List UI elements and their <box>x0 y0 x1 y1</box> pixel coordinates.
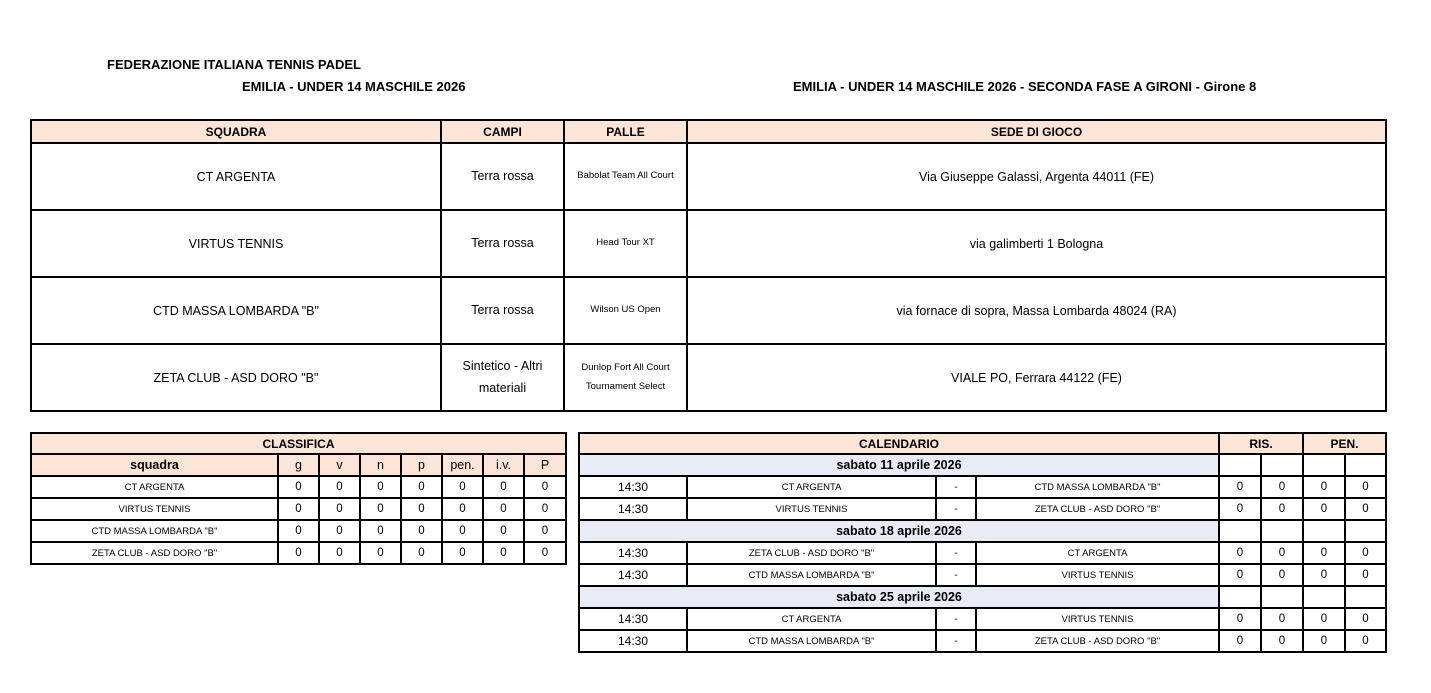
penalty-cell: 0 <box>1345 564 1386 586</box>
stat-cell: 0 <box>442 498 483 520</box>
stat-cell: 0 <box>319 520 360 542</box>
match-date: sabato 18 aprile 2026 <box>579 520 1219 542</box>
schedule-table <box>578 432 1387 653</box>
vs-separator: - <box>936 564 976 586</box>
date-row <box>579 586 1386 608</box>
away-team-cell: CTD MASSA LOMBARDA "B" <box>976 476 1219 498</box>
vs-separator: - <box>936 498 976 520</box>
standings-title-row <box>31 433 566 454</box>
match-time: 14:30 <box>579 542 687 564</box>
schedule-header-row <box>579 433 1386 454</box>
home-team-cell: ZETA CLUB - ASD DORO "B" <box>687 542 936 564</box>
stat-cell: 0 <box>401 542 442 564</box>
away-team-cell: VIRTUS TENNIS <box>976 564 1219 586</box>
penalty-cell: 0 <box>1345 608 1386 630</box>
standings-row <box>31 520 566 542</box>
result-cell: 0 <box>1261 498 1303 520</box>
match-date: sabato 25 aprile 2026 <box>579 586 1219 608</box>
penalty-cell: 0 <box>1303 542 1345 564</box>
teams-header-row <box>31 120 1386 143</box>
col-header-ris: RIS. <box>1219 433 1303 454</box>
vs-separator: - <box>936 542 976 564</box>
empty-score-cell <box>1219 520 1261 542</box>
table-row <box>31 210 1386 277</box>
table-row <box>31 277 1386 344</box>
penalty-cell: 0 <box>1345 498 1386 520</box>
empty-score-cell <box>1261 520 1303 542</box>
match-row <box>579 608 1386 630</box>
match-time: 14:30 <box>579 630 687 652</box>
col-header-g: g <box>278 454 319 476</box>
penalty-cell: 0 <box>1303 564 1345 586</box>
col-header-iv: i.v. <box>483 454 524 476</box>
standings-title: CLASSIFICA <box>31 433 566 454</box>
result-cell: 0 <box>1219 564 1261 586</box>
result-cell: 0 <box>1261 630 1303 652</box>
stat-cell: 0 <box>360 542 401 564</box>
court-type-cell: Terra rossa <box>441 210 564 277</box>
match-time: 14:30 <box>579 564 687 586</box>
standings-row <box>31 498 566 520</box>
empty-score-cell <box>1345 454 1386 476</box>
team-name-cell: CTD MASSA LOMBARDA "B" <box>31 520 278 542</box>
court-type-cell: Terra rossa <box>441 277 564 344</box>
result-cell: 0 <box>1219 608 1261 630</box>
home-team-cell: VIRTUS TENNIS <box>687 498 936 520</box>
team-name-cell: CTD MASSA LOMBARDA "B" <box>31 277 441 344</box>
vs-separator: - <box>936 476 976 498</box>
standings-table <box>30 432 567 565</box>
venue-cell: Via Giuseppe Galassi, Argenta 44011 (FE) <box>687 143 1386 210</box>
standings-row <box>31 542 566 564</box>
col-header-points: P <box>524 454 566 476</box>
stat-cell: 0 <box>483 498 524 520</box>
away-team-cell: VIRTUS TENNIS <box>976 608 1219 630</box>
stat-cell: 0 <box>401 520 442 542</box>
standings-header-row <box>31 454 566 476</box>
result-cell: 0 <box>1219 630 1261 652</box>
home-team-cell: CTD MASSA LOMBARDA "B" <box>687 564 936 586</box>
match-row <box>579 542 1386 564</box>
penalty-cell: 0 <box>1303 476 1345 498</box>
col-header-squadra: SQUADRA <box>31 120 441 143</box>
penalty-cell: 0 <box>1303 630 1345 652</box>
match-date: sabato 11 aprile 2026 <box>579 454 1219 476</box>
result-cell: 0 <box>1261 476 1303 498</box>
away-team-cell: CT ARGENTA <box>976 542 1219 564</box>
team-name-cell: ZETA CLUB - ASD DORO "B" <box>31 542 278 564</box>
empty-score-cell <box>1261 586 1303 608</box>
home-team-cell: CT ARGENTA <box>687 608 936 630</box>
match-time: 14:30 <box>579 608 687 630</box>
penalty-cell: 0 <box>1345 476 1386 498</box>
stat-cell: 0 <box>278 520 319 542</box>
points-cell: 0 <box>524 476 566 498</box>
result-cell: 0 <box>1261 542 1303 564</box>
result-cell: 0 <box>1219 498 1261 520</box>
empty-score-cell <box>1303 454 1345 476</box>
home-team-cell: CT ARGENTA <box>687 476 936 498</box>
col-header-palle: PALLE <box>564 120 687 143</box>
points-cell: 0 <box>524 498 566 520</box>
court-type-cell: Sintetico - Altri materiali <box>441 344 564 411</box>
match-row <box>579 476 1386 498</box>
match-row <box>579 498 1386 520</box>
federation-title: FEDERAZIONE ITALIANA TENNIS PADEL <box>107 57 361 72</box>
stat-cell: 0 <box>360 498 401 520</box>
vs-separator: - <box>936 630 976 652</box>
match-row <box>579 630 1386 652</box>
result-cell: 0 <box>1261 608 1303 630</box>
venue-cell: via galimberti 1 Bologna <box>687 210 1386 277</box>
balls-cell: Wilson US Open <box>564 277 687 344</box>
col-header-v: v <box>319 454 360 476</box>
team-name-cell: ZETA CLUB - ASD DORO "B" <box>31 344 441 411</box>
match-time: 14:30 <box>579 498 687 520</box>
empty-score-cell <box>1219 586 1261 608</box>
result-cell: 0 <box>1219 542 1261 564</box>
table-row <box>31 143 1386 210</box>
penalty-cell: 0 <box>1345 542 1386 564</box>
points-cell: 0 <box>524 520 566 542</box>
stat-cell: 0 <box>401 476 442 498</box>
vs-separator: - <box>936 608 976 630</box>
match-time: 14:30 <box>579 476 687 498</box>
empty-score-cell <box>1345 586 1386 608</box>
col-header-sede: SEDE DI GIOCO <box>687 120 1386 143</box>
col-header-n: n <box>360 454 401 476</box>
group-phase-title: EMILIA - UNDER 14 MASCHILE 2026 - SECONDA FASE A GIRONI - Girone 8 <box>793 79 1257 94</box>
stat-cell: 0 <box>483 520 524 542</box>
stat-cell: 0 <box>442 542 483 564</box>
points-cell: 0 <box>524 542 566 564</box>
home-team-cell: CTD MASSA LOMBARDA "B" <box>687 630 936 652</box>
table-row <box>31 344 1386 411</box>
col-header-pen: PEN. <box>1303 433 1386 454</box>
stat-cell: 0 <box>319 498 360 520</box>
balls-cell: Head Tour XT <box>564 210 687 277</box>
penalty-cell: 0 <box>1303 608 1345 630</box>
stat-cell: 0 <box>483 542 524 564</box>
empty-score-cell <box>1219 454 1261 476</box>
balls-cell: Dunlop Fort All Court Tournament Select <box>564 344 687 411</box>
standings-row <box>31 476 566 498</box>
stat-cell: 0 <box>442 476 483 498</box>
col-header-squadra: squadra <box>31 454 278 476</box>
penalty-cell: 0 <box>1345 630 1386 652</box>
empty-score-cell <box>1303 520 1345 542</box>
venue-cell: via fornace di sopra, Massa Lombarda 48024 (RA) <box>687 277 1386 344</box>
result-cell: 0 <box>1219 476 1261 498</box>
penalty-cell: 0 <box>1303 498 1345 520</box>
stat-cell: 0 <box>442 520 483 542</box>
team-name-cell: VIRTUS TENNIS <box>31 498 278 520</box>
team-name-cell: CT ARGENTA <box>31 476 278 498</box>
stat-cell: 0 <box>319 542 360 564</box>
team-name-cell: CT ARGENTA <box>31 143 441 210</box>
stat-cell: 0 <box>278 498 319 520</box>
schedule-title: CALENDARIO <box>579 433 1219 454</box>
stat-cell: 0 <box>360 476 401 498</box>
col-header-campi: CAMPI <box>441 120 564 143</box>
team-name-cell: VIRTUS TENNIS <box>31 210 441 277</box>
date-row <box>579 520 1386 542</box>
empty-score-cell <box>1261 454 1303 476</box>
result-cell: 0 <box>1261 564 1303 586</box>
competition-title: EMILIA - UNDER 14 MASCHILE 2026 <box>242 79 466 94</box>
stat-cell: 0 <box>319 476 360 498</box>
venue-cell: VIALE PO, Ferrara 44122 (FE) <box>687 344 1386 411</box>
stat-cell: 0 <box>483 476 524 498</box>
stat-cell: 0 <box>360 520 401 542</box>
empty-score-cell <box>1303 586 1345 608</box>
match-row <box>579 564 1386 586</box>
empty-score-cell <box>1345 520 1386 542</box>
court-type-cell: Terra rossa <box>441 143 564 210</box>
col-header-pen: pen. <box>442 454 483 476</box>
date-row <box>579 454 1386 476</box>
stat-cell: 0 <box>401 498 442 520</box>
balls-cell: Babolat Team All Court <box>564 143 687 210</box>
stat-cell: 0 <box>278 542 319 564</box>
col-header-p: p <box>401 454 442 476</box>
teams-table <box>30 119 1387 412</box>
away-team-cell: ZETA CLUB - ASD DORO "B" <box>976 630 1219 652</box>
away-team-cell: ZETA CLUB - ASD DORO "B" <box>976 498 1219 520</box>
stat-cell: 0 <box>278 476 319 498</box>
